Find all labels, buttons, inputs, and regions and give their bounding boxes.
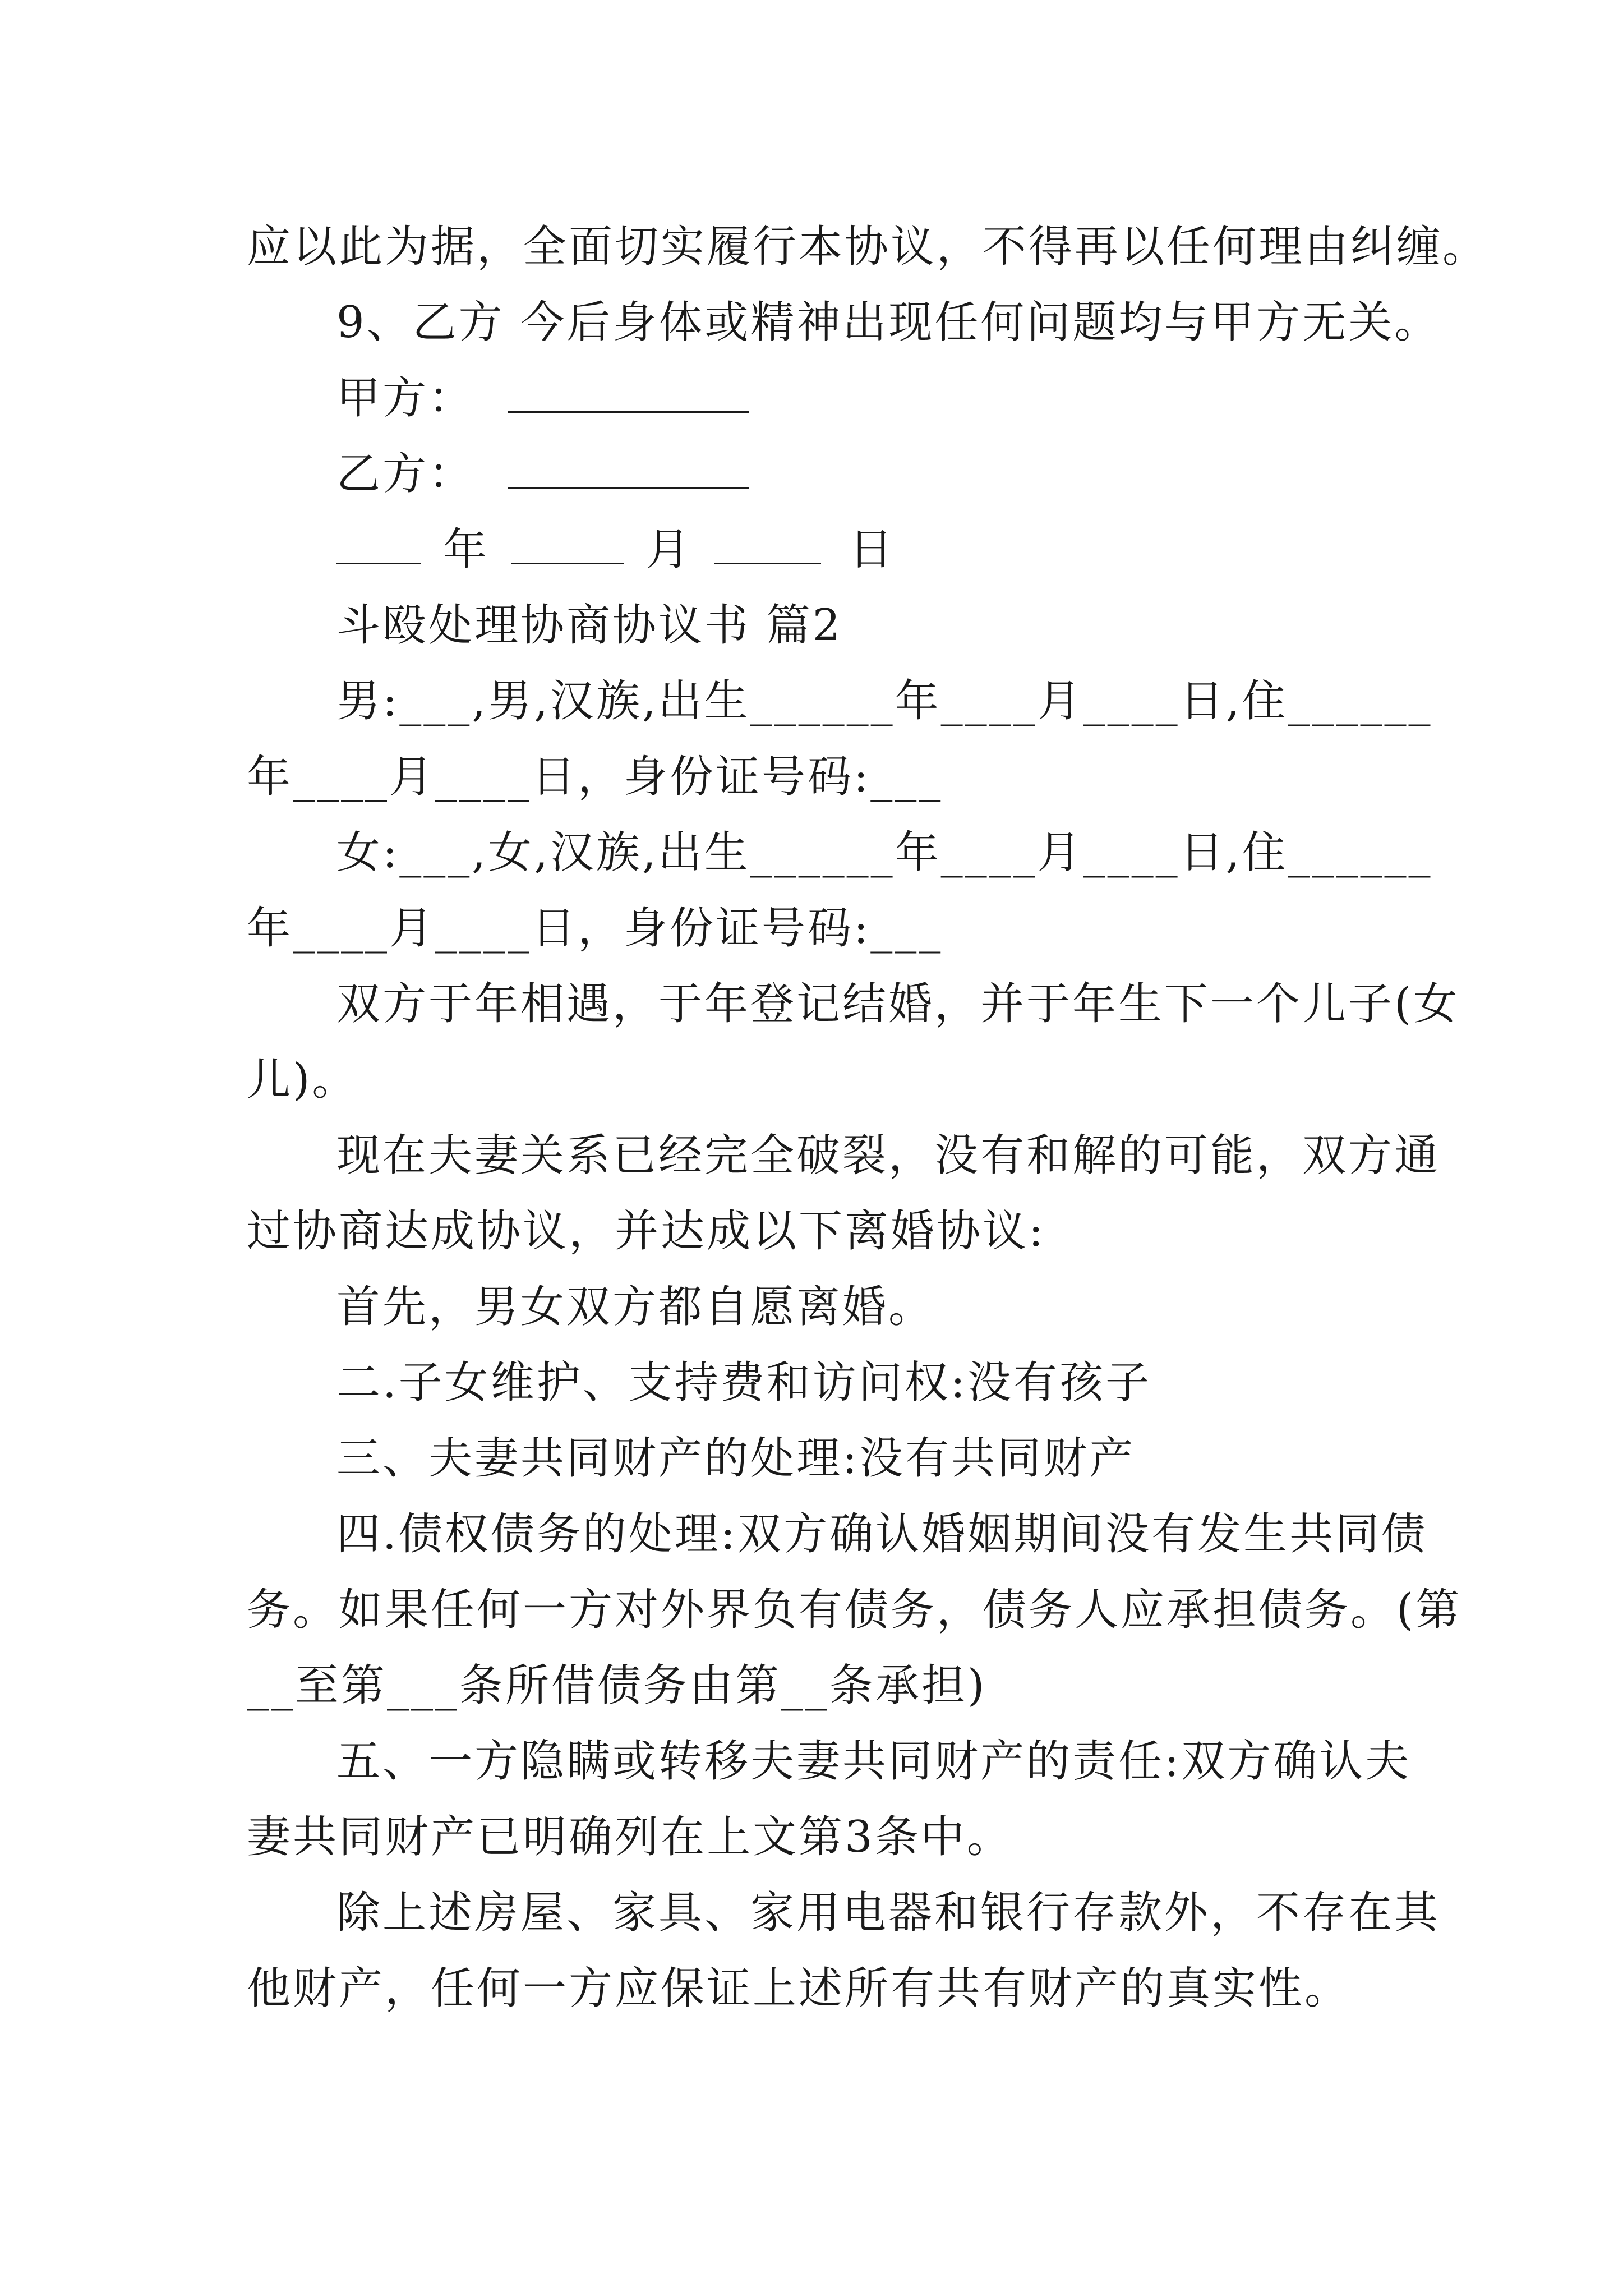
text-line: 现在夫妻关系已经完全破裂，没有和解的可能，双方通 [336,1130,1441,1181]
day-label: 日 [849,524,896,575]
text-line: 应以此为据，全面切实履行本协议，不得再以任何理由纠缠。 [247,222,1489,272]
text-line: 首先，男女双方都自愿离婚。 [336,1282,935,1332]
day-blank [714,523,821,564]
signature-line-party-b [336,443,1481,505]
section-heading: 斗殴处理协商协议书 篇2 [336,600,843,651]
party-b-blank [508,448,749,489]
text-line: 除上述房屋、家具、家用电器和银行存款外，不存在其 [336,1888,1441,1938]
date-line [336,519,1481,581]
signature-line-party-a [336,367,1481,429]
text-line: 过协商达成协议，并达成以下离婚协议: [247,1206,1046,1257]
text-line: 9、乙方 今后身体或精神出现任何问题均与甲方无关。 [336,297,1441,348]
month-blank [511,523,624,564]
text-line: 五、一方隐瞒或转移夫妻共同财产的责任:双方确认夫 [336,1736,1412,1787]
text-line: 二.子女维护、支持费和访问权:没有孩子 [336,1358,1152,1408]
party-a-blank [508,372,749,413]
month-label: 月 [646,524,693,575]
text-line: 三、夫妻共同财产的处理:没有共同财产 [336,1433,1136,1484]
text-line: 四.债权债务的处理:双方确认婚姻期间没有发生共同债 [336,1509,1428,1559]
year-label: 年 [443,524,490,575]
text-line: 他财产，任何一方应保证上述所有共有财产的真实性。 [247,1963,1351,2014]
text-line: __至第___条所借债务由第__条承担) [247,1660,987,1711]
party-a-label: 甲方： [336,373,475,424]
text-line: 年____月____日，身份证号码:___ [247,903,943,954]
text-line: 女:___,女,汉族,出生______年____月____日,住______ [336,827,1433,878]
text-line: 双方于年相遇，于年登记结婚，并于年生下一个儿子(女 [336,979,1460,1029]
text-line: 务。如果任何一方对外界负有债务，债务人应承担债务。(第 [247,1585,1462,1635]
text-line: 儿)。 [247,1055,358,1105]
party-b-label: 乙方： [336,449,475,499]
text-line: 男:___,男,汉族,出生______年____月____日,住______ [336,676,1433,726]
text-line: 妻共同财产已明确列在上文第3条中。 [247,1812,1013,1862]
text-line: 年____月____日，身份证号码:___ [247,752,943,802]
year-blank [336,523,421,564]
